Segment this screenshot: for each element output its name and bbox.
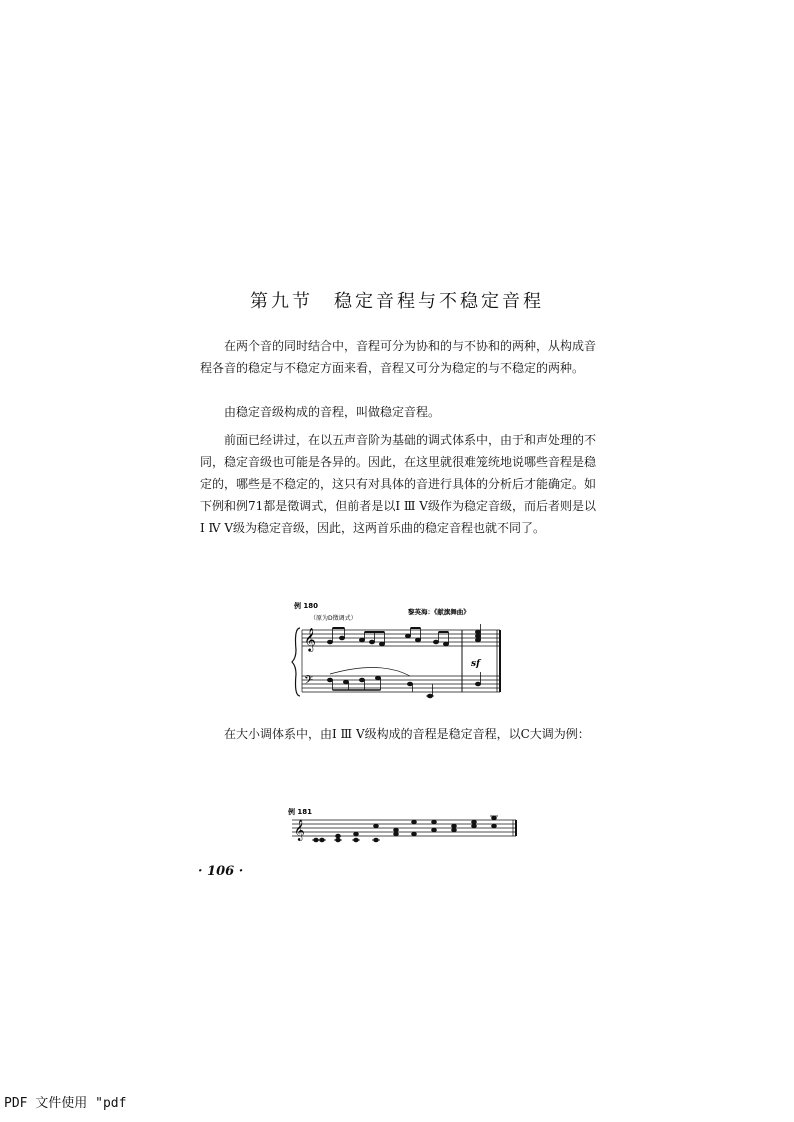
paragraph-intervals: 在两个音的同时结合中，音程可分为协和的与不协和的两种，从构成音程各音的稳定与不稳定方面来看，音程又可分为稳定的与不稳定的两种。: [200, 339, 597, 375]
music-example-180: [290, 600, 510, 700]
bass-clef-icon: 𝄢: [304, 674, 314, 690]
example-label: 例 180: [294, 602, 319, 610]
section-title: 第九节 稳定音程与不稳定音程: [250, 291, 544, 312]
music-example-181: [288, 808, 518, 848]
treble-clef-icon: 𝄞: [294, 820, 305, 841]
example-label: 例 181: [288, 808, 313, 816]
paragraph-definition: 由稳定音级构成的音程，叫做稳定音程。: [224, 405, 441, 419]
treble-clef-icon: 𝄞: [304, 627, 316, 651]
example-source: 黎英海：《献旗舞曲》: [408, 608, 470, 616]
dynamic-marking-sf: sf: [471, 659, 480, 669]
pdf-footer: PDF 文件使用 "pdf: [4, 1096, 127, 1111]
paragraph-pentatonic: 前面已经讲过，在以五声音阶为基础的调式体系中，由于和声处理的不同，稳定音级也可能是各异的。因此，在这里就很难笼统地说哪些音程是稳定的，哪些是不稳定的，这只有对具体的音进行具体的分析后才能确定。如下例和例71都是徵调式，但前者是以Ⅰ Ⅲ Ⅴ级作为稳定音级，而后者则是以Ⅰ Ⅳ Ⅴ级为稳定音级，因此，这两首乐曲的稳定音程也就不同了。: [200, 433, 597, 535]
example-mode-note: （原为D徵调式）: [310, 615, 357, 622]
paragraph-major-scale: 在大小调体系中，由Ⅰ Ⅲ Ⅴ级构成的音程是稳定音程，以C大调为例：: [224, 727, 590, 741]
page-number: · 106 ·: [198, 864, 244, 879]
